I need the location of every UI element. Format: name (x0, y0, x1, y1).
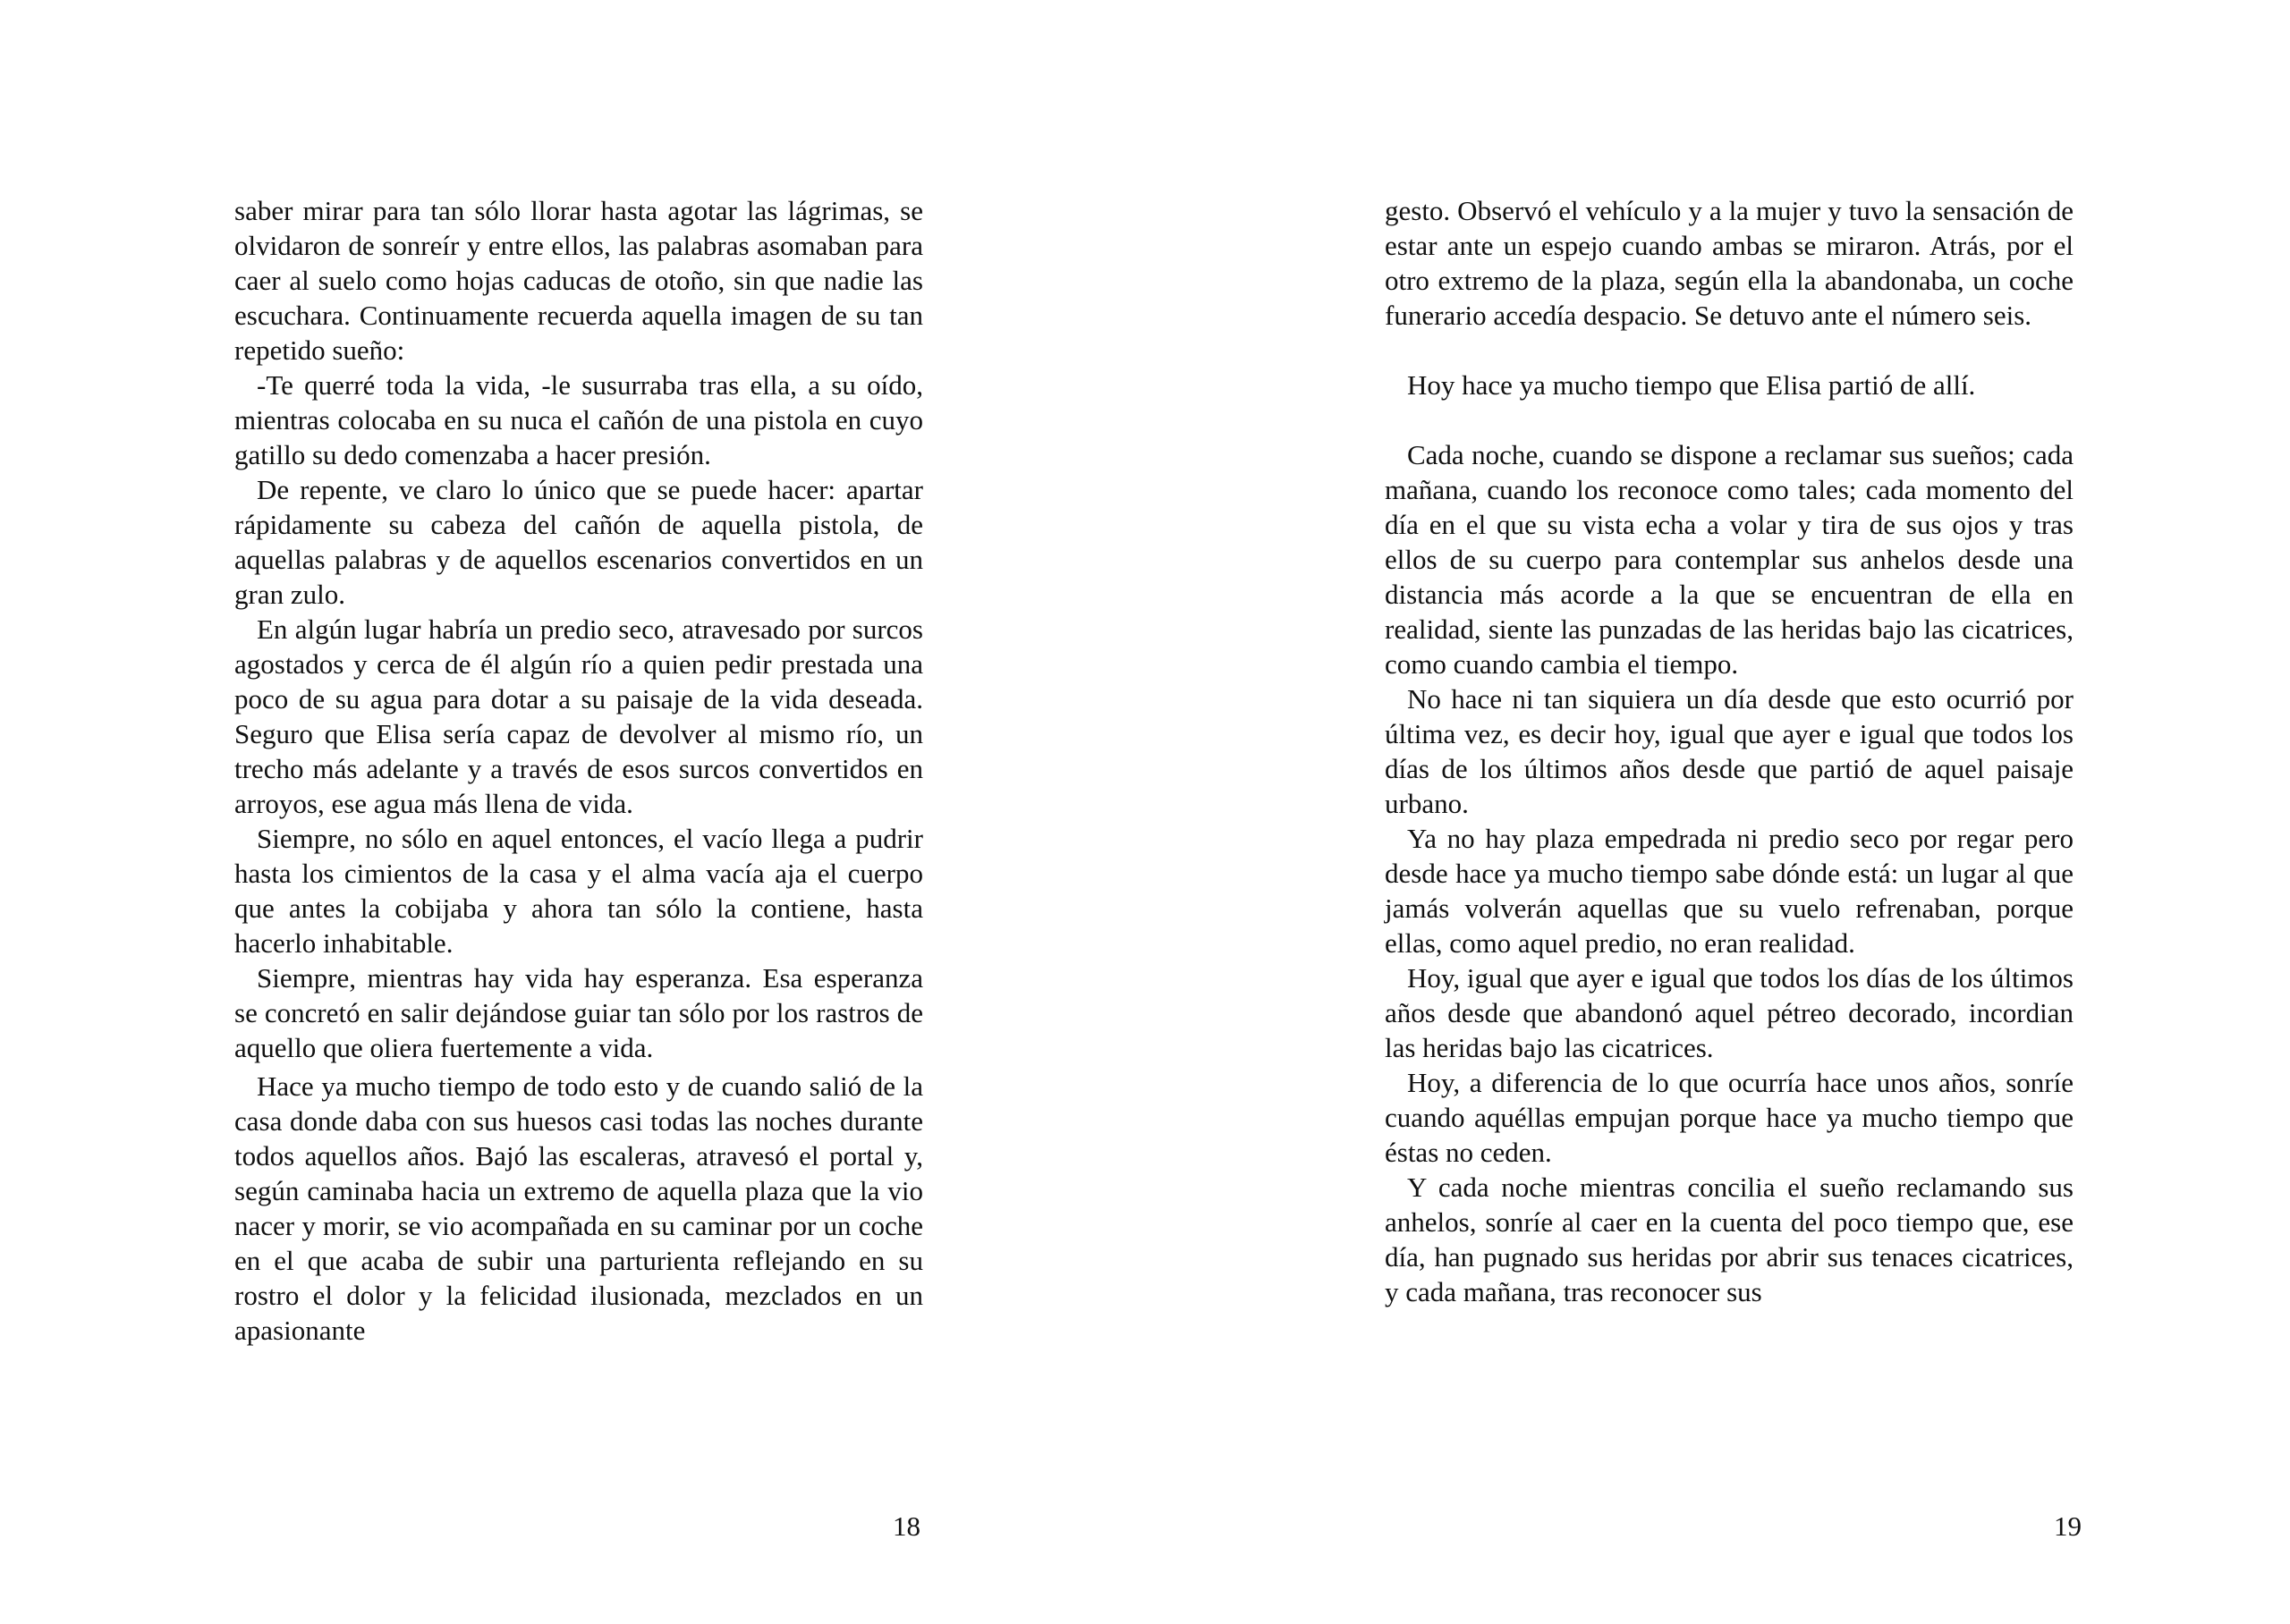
page-number: 18 (893, 1510, 920, 1542)
paragraph: De repente, ve claro lo único que se puede hacer: apartar rápidamente su cabeza del cañón de aquella pistola, de aquellas palabras y de aquellos escenarios convertidos en un gran zulo. (234, 474, 923, 610)
paragraph: No hace ni tan siquiera un día desde que esto ocurrió por última vez, es decir hoy, igual que ayer e igual que todos los días de los últimos años desde que partió de aquel paisaje urbano. (1385, 683, 2074, 819)
paragraph: Hoy hace ya mucho tiempo que Elisa partió de allí. (1407, 369, 1976, 401)
paragraph: Ya no hay plaza empedrada ni predio seco por regar pero desde hace ya mucho tiempo sabe dónde está: un lugar al que jamás volverán aquellas que su vuelo refrenaban, porque ellas, como aquel predio, no eran realidad. (1385, 823, 2074, 959)
paragraph: Siempre, no sólo en aquel entonces, el vacío llega a pudrir hasta los cimientos de la casa y el alma vacía aja el cuerpo que antes la cobijaba y ahora tan sólo la contiene, hasta hacerlo inhabitable. (234, 823, 923, 959)
paragraph: -Te querré toda la vida, -le susurraba tras ella, a su oído, mientras colocaba en su nuca el cañón de una pistola en cuyo gatillo su dedo comenzaba a hacer presión. (234, 369, 923, 470)
paragraph: gesto. Observó el vehículo y a la mujer y tuvo la sensación de estar ante un espejo cuando ambas se miraron. Atrás, por el otro extremo de la plaza, según ella la abandonaba, un coche funerario accedía despacio. Se detuvo ante el número seis. (1385, 195, 2074, 331)
paragraph: Siempre, mientras hay vida hay esperanza. Esa esperanza se concretó en salir dejándose guiar tan sólo por los rastros de aquello que oliera fuertemente a vida. (234, 962, 923, 1063)
paragraph: saber mirar para tan sólo llorar hasta agotar las lágrimas, se olvidaron de sonreír y entre ellos, las palabras asomaban para caer al suelo como hojas caducas de otoño, sin que nadie las escuchara. Continuamente recuerda aquella imagen de su tan repetido sueño: (234, 195, 923, 366)
paragraph: Hoy, igual que ayer e igual que todos los días de los últimos años desde que abandonó aquel pétreo decorado, incordian las heridas bajo las cicatrices. (1385, 962, 2074, 1063)
left-page-text (234, 193, 923, 1348)
paragraph: Hoy, a diferencia de lo que ocurría hace unos años, sonríe cuando aquéllas empujan porque hace ya mucho tiempo que éstas no ceden. (1385, 1067, 2074, 1168)
page-number: 19 (2054, 1510, 2082, 1542)
right-page-text (1385, 193, 2074, 1309)
right-page (1145, 0, 2290, 1624)
paragraph: Hace ya mucho tiempo de todo esto y de cuando salió de la casa donde daba con sus huesos casi todas las noches durante todos aquellos años. Bajó las escaleras, atravesó el portal y, según caminaba hacia un extremo de aquella plaza que la vio nacer y morir, se vio acompañada en su caminar por un coche en el que acaba de subir una parturienta reflejando en su rostro el dolor y la felicidad ilusionada, mezclados en un apasionante (234, 1070, 923, 1346)
paragraph: En algún lugar habría un predio seco, atravesado por surcos agostados y cerca de él algún río a quien pedir prestada una poco de su agua para dotar a su paisaje de la vida deseada. Seguro que Elisa sería capaz de devolver al mismo río, un trecho más adelante y a través de esos surcos convertidos en arroyos, ese agua más llena de vida. (234, 613, 923, 819)
paragraph: Cada noche, cuando se dispone a reclamar sus sueños; cada mañana, cuando los reconoce como tales; cada momento del día en el que su vista echa a volar y tira de sus ojos y tras ellos de su cuerpo para contemplar sus anhelos desde una distancia más acorde a la que se encuentran de ella en realidad, siente las punzadas de las heridas bajo las cicatrices, como cuando cambia el tiempo. (1385, 439, 2074, 680)
paragraph: Y cada noche mientras concilia el sueño reclamando sus anhelos, sonríe al caer en la cuenta del poco tiempo que, ese día, han pugnado sus heridas por abrir sus tenaces cicatrices, y cada mañana, tras reconocer sus (1385, 1171, 2074, 1307)
